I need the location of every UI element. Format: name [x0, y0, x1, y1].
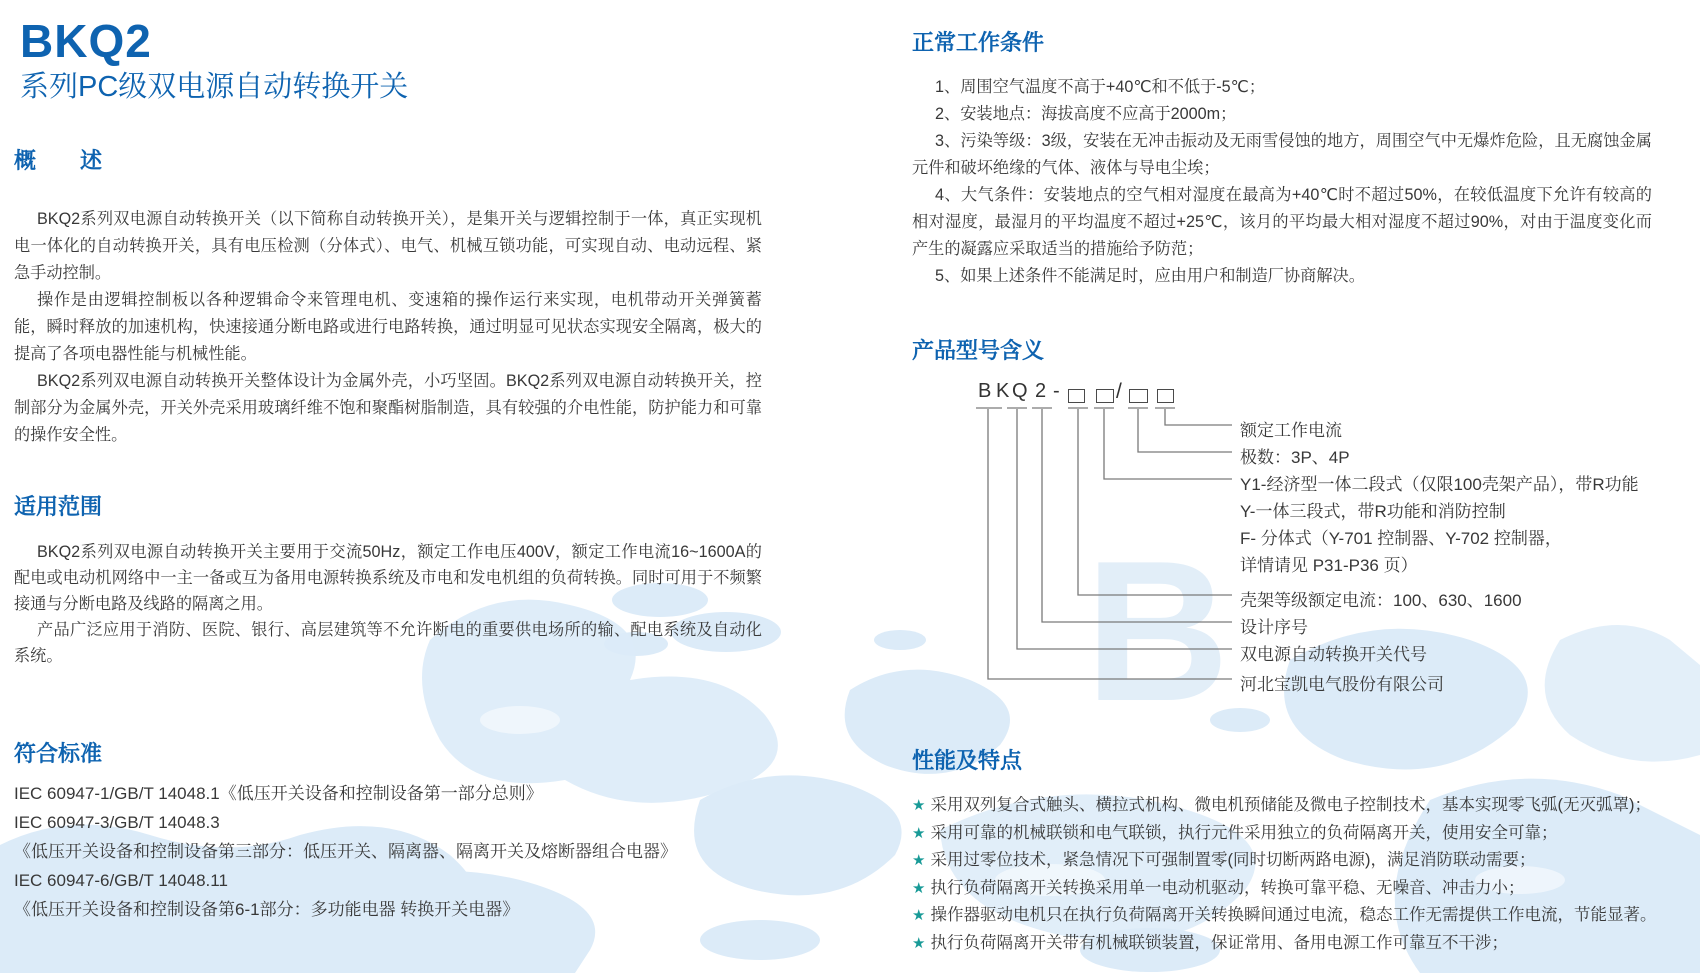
model-code-letter: Q	[1012, 380, 1028, 402]
feature-text: 采用双列复合式触头、横拉式机构、微电机预储能及微电子控制技术，基本实现零飞弧(无灭弧罩)；	[930, 796, 1651, 814]
model-code-letter: 2	[1035, 380, 1047, 402]
standard-line: 《低压开关设备和控制设备第6-1部分：多功能电器 转换开关电器》	[14, 900, 520, 919]
model-label-company: 河北宝凯电气股份有限公司	[1240, 675, 1444, 694]
feature-item	[912, 820, 1682, 848]
standard-line: IEC 60947-3/GB/T 14048.3	[14, 813, 220, 832]
model-label-switch-code: 双电源自动转换开关代号	[1240, 645, 1427, 664]
standard-line: 《低压开关设备和控制设备第三部分：低压开关、隔离器、隔离开关及熔断器组合电器》	[14, 842, 677, 861]
star-icon: ★	[912, 824, 926, 842]
section-heading-overview: 概 述	[14, 148, 103, 173]
overview-paragraph: 操作是由逻辑控制板以各种逻辑命令来管理电机、变速箱的操作运行来实现，电机带动开关弹簧蓄能，瞬时释放的加速机构，快速接通分断电路或进行电路转换，通过明显可见状态实现安全隔离，极大的提高了各项电器性能与机械性能。	[14, 291, 762, 363]
model-code-letter: B	[978, 380, 992, 402]
standard-line: IEC 60947-1/GB/T 14048.1《低压开关设备和控制设备第一部分总则》	[14, 784, 543, 803]
model-code-slash: /	[1116, 380, 1122, 403]
condition-item: 3、污染等级：3级，安装在无冲击振动及无雨雪侵蚀的地方，周围空气中无爆炸危险，且无腐蚀金属元件和破坏绝缘的气体、液体与导电尘埃；	[912, 132, 1652, 177]
scope-body	[14, 539, 762, 669]
feature-item	[912, 792, 1682, 820]
model-code-letter: K	[996, 380, 1010, 402]
model-label-design-serial: 设计序号	[1240, 618, 1308, 637]
model-label-frame-current: 壳架等级额定电流：100、630、1600	[1240, 591, 1522, 610]
feature-text: 采用可靠的机械联锁和电气联锁，执行元件采用独立的负荷隔离开关，使用安全可靠；	[930, 823, 1558, 842]
model-label-poles: 极数：3P、4P	[1240, 448, 1350, 467]
model-code-diagram	[850, 376, 1690, 721]
condition-item: 5、如果上述条件不能满足时，应由用户和制造厂协商解决。	[935, 267, 1365, 285]
feature-text: 采用过零位技术，紧急情况下可强制置零(同时切断两路电源)，满足消防联动需要；	[930, 851, 1536, 869]
model-label-type-f: F- 分体式（Y-701 控制器、Y-702 控制器，	[1240, 529, 1562, 548]
condition-item: 4、大气条件：安装地点的空气相对湿度在最高为+40℃时不超过50%，在较低温度下允许有较高的相对湿度，最湿月的平均温度不超过+25℃，该月的平均最大相对湿度不超过90%，对由于温度变化而产生的凝露应采取适当的措施给予防范；	[912, 186, 1652, 258]
overview-paragraph: BKQ2系列双电源自动转换开关（以下简称自动转换开关），是集开关与逻辑控制于一体，真正实现机电一体化的自动转换开关，具有电压检测（分体式）、电气、机械互锁功能，可实现自动、电动远程、紧急手动控制。	[14, 210, 762, 282]
star-icon: ★	[912, 797, 926, 814]
star-icon: ★	[912, 879, 926, 897]
feature-item	[912, 930, 1682, 958]
feature-text: 执行负荷隔离开关转换采用单一电动机驱动，转换可靠平稳、无噪音、冲击力小；	[930, 878, 1525, 897]
feature-text: 执行负荷隔离开关带有机械联锁装置，保证常用、备用电源工作可靠互不干涉；	[930, 933, 1508, 952]
condition-item: 1、周围空气温度不高于+40℃和不低于-5℃；	[935, 78, 1266, 96]
features-list	[912, 792, 1682, 957]
section-heading-conditions: 正常工作条件	[912, 30, 1045, 55]
model-label-type-y: Y-一体三段式，带R功能和消防控制	[1240, 502, 1506, 521]
series-subtitle: 系列PC级双电源自动转换开关	[20, 71, 409, 103]
model-label-type-note: 详情请见 P31-P36 页）	[1240, 556, 1418, 575]
series-title: BKQ2	[20, 15, 152, 67]
overview-body	[14, 206, 762, 449]
star-icon: ★	[912, 934, 926, 952]
standards-list	[14, 779, 774, 924]
b-letter-watermark: B	[1085, 520, 1230, 743]
star-icon: ★	[912, 852, 926, 869]
section-heading-standards: 符合标准	[14, 741, 103, 766]
section-heading-features: 性能及特点	[912, 748, 1023, 773]
feature-item	[912, 847, 1682, 875]
model-code-dash: -	[1053, 380, 1060, 402]
section-heading-model: 产品型号含义	[912, 338, 1045, 363]
scope-paragraph: 产品广泛应用于消防、医院、银行、高层建筑等不允许断电的重要供电场所的输、配电系统及自动化系统。	[14, 621, 762, 665]
star-icon: ★	[912, 907, 926, 924]
model-label-rated-current: 额定工作电流	[1240, 421, 1342, 440]
condition-item: 2、安装地点：海拔高度不应高于2000m；	[935, 105, 1237, 123]
feature-item	[912, 875, 1682, 903]
model-label-type-y1: Y1-经济型一体二段式（仅限100壳架产品），带R功能	[1240, 475, 1639, 494]
feature-text: 操作器驱动电机只在执行负荷隔离开关转换瞬间通过电流，稳态工作无需提供工作电流，节能显著。	[930, 906, 1657, 924]
conditions-list	[912, 74, 1652, 290]
standard-line: IEC 60947-6/GB/T 14048.11	[14, 871, 228, 890]
overview-paragraph: BKQ2系列双电源自动转换开关整体设计为金属外壳，小巧坚固。BKQ2系列双电源自动转换开关，控制部分为金属外壳，开关外壳采用玻璃纤维不饱和聚酯树脂制造，具有较强的介电性能，防护能力和可靠的操作安全性。	[14, 372, 762, 444]
section-heading-scope: 适用范围	[14, 494, 103, 519]
feature-item	[912, 902, 1682, 930]
scope-paragraph: BKQ2系列双电源自动转换开关主要用于交流50Hz，额定工作电压400V，额定工作电流16~1600A的配电或电动机网络中一主一备或互为备用电源转换系统及市电和发电机组的负荷转换。同时可用于不频繁接通与分断电路及线路的隔离之用。	[14, 543, 762, 613]
